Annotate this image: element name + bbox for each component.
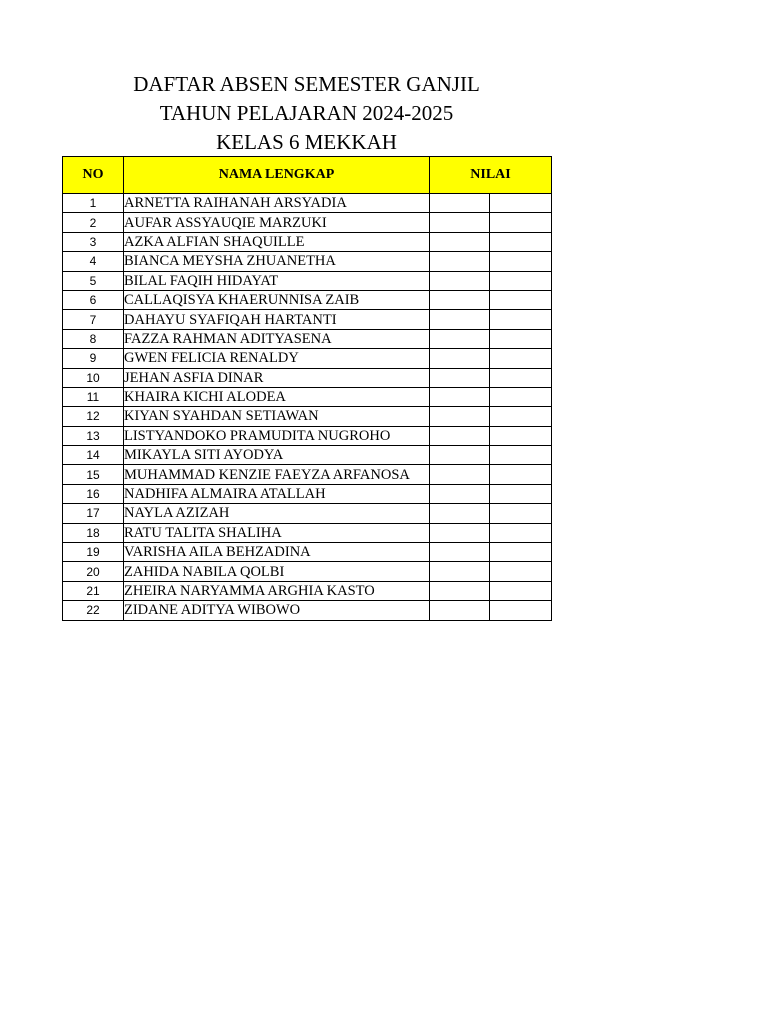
cell-name: KHAIRA KICHI ALODEA	[124, 387, 430, 406]
cell-score-1	[430, 465, 490, 484]
header-no: NO	[63, 157, 124, 194]
cell-no: 3	[63, 232, 124, 251]
cell-no: 5	[63, 271, 124, 290]
cell-score-2	[490, 252, 552, 271]
table-row	[63, 329, 552, 348]
table-row	[63, 407, 552, 426]
cell-name: BILAL FAQIH HIDAYAT	[124, 271, 430, 290]
cell-no: 15	[63, 465, 124, 484]
cell-no: 1	[63, 194, 124, 213]
cell-score-1	[430, 523, 490, 542]
table-row	[63, 523, 552, 542]
table-row	[63, 543, 552, 562]
cell-name: VARISHA AILA BEHZADINA	[124, 543, 430, 562]
cell-score-2	[490, 329, 552, 348]
cell-score-2	[490, 194, 552, 213]
document-title	[62, 70, 551, 157]
cell-score-1	[430, 601, 490, 620]
table-row	[63, 465, 552, 484]
title-line-3: KELAS 6 MEKKAH	[216, 130, 397, 154]
cell-score-2	[490, 601, 552, 620]
cell-no: 4	[63, 252, 124, 271]
cell-score-1	[430, 290, 490, 309]
table-row	[63, 387, 552, 406]
cell-score-2	[490, 271, 552, 290]
cell-name: ARNETTA RAIHANAH ARSYADIA	[124, 194, 430, 213]
cell-no: 9	[63, 349, 124, 368]
cell-score-1	[430, 446, 490, 465]
cell-score-1	[430, 543, 490, 562]
cell-score-1	[430, 329, 490, 348]
cell-score-1	[430, 407, 490, 426]
cell-score-2	[490, 368, 552, 387]
cell-name: JEHAN ASFIA DINAR	[124, 368, 430, 387]
table-row	[63, 446, 552, 465]
cell-no: 6	[63, 290, 124, 309]
table-row	[63, 601, 552, 620]
title-line-2: TAHUN PELAJARAN 2024-2025	[159, 101, 454, 125]
table-header-row	[63, 157, 552, 194]
cell-score-2	[490, 446, 552, 465]
cell-name: AZKA ALFIAN SHAQUILLE	[124, 232, 430, 251]
table-row	[63, 504, 552, 523]
cell-score-2	[490, 581, 552, 600]
cell-name: KIYAN SYAHDAN SETIAWAN	[124, 407, 430, 426]
cell-no: 8	[63, 329, 124, 348]
table-row	[63, 581, 552, 600]
cell-no: 13	[63, 426, 124, 445]
table-row	[63, 349, 552, 368]
cell-score-1	[430, 484, 490, 503]
cell-name: ZHEIRA NARYAMMA ARGHIA KASTO	[124, 581, 430, 600]
cell-score-2	[490, 484, 552, 503]
cell-score-2	[490, 387, 552, 406]
cell-name: FAZZA RAHMAN ADITYASENA	[124, 329, 430, 348]
cell-score-1	[430, 368, 490, 387]
cell-no: 18	[63, 523, 124, 542]
cell-score-1	[430, 194, 490, 213]
cell-name: LISTYANDOKO PRAMUDITA NUGROHO	[124, 426, 430, 445]
cell-score-2	[490, 543, 552, 562]
table-row	[63, 232, 552, 251]
cell-no: 11	[63, 387, 124, 406]
header-name: NAMA LENGKAP	[124, 157, 430, 194]
cell-no: 10	[63, 368, 124, 387]
table-row	[63, 290, 552, 309]
cell-name: BIANCA MEYSHA ZHUANETHA	[124, 252, 430, 271]
cell-score-1	[430, 426, 490, 445]
cell-score-1	[430, 213, 490, 232]
cell-name: ZIDANE ADITYA WIBOWO	[124, 601, 430, 620]
table-row	[63, 194, 552, 213]
cell-no: 20	[63, 562, 124, 581]
table-row	[63, 213, 552, 232]
cell-score-2	[490, 465, 552, 484]
cell-score-1	[430, 504, 490, 523]
cell-score-2	[490, 426, 552, 445]
cell-name: AUFAR ASSYAUQIE MARZUKI	[124, 213, 430, 232]
cell-name: RATU TALITA SHALIHA	[124, 523, 430, 542]
table-row	[63, 271, 552, 290]
cell-name: ZAHIDA NABILA QOLBI	[124, 562, 430, 581]
cell-score-2	[490, 290, 552, 309]
cell-no: 2	[63, 213, 124, 232]
cell-score-1	[430, 232, 490, 251]
cell-no: 22	[63, 601, 124, 620]
cell-no: 12	[63, 407, 124, 426]
cell-score-2	[490, 523, 552, 542]
cell-name: MIKAYLA SITI AYODYA	[124, 446, 430, 465]
cell-score-1	[430, 310, 490, 329]
cell-name: DAHAYU SYAFIQAH HARTANTI	[124, 310, 430, 329]
table-row	[63, 426, 552, 445]
cell-score-1	[430, 271, 490, 290]
cell-score-1	[430, 349, 490, 368]
cell-name: NAYLA AZIZAH	[124, 504, 430, 523]
cell-name: NADHIFA ALMAIRA ATALLAH	[124, 484, 430, 503]
table-body	[63, 194, 552, 621]
cell-score-1	[430, 581, 490, 600]
cell-score-1	[430, 252, 490, 271]
cell-no: 16	[63, 484, 124, 503]
cell-no: 7	[63, 310, 124, 329]
table-row	[63, 484, 552, 503]
header-score: NILAI	[430, 157, 552, 194]
table-row	[63, 252, 552, 271]
cell-score-2	[490, 232, 552, 251]
attendance-table	[62, 156, 552, 621]
title-line-1: DAFTAR ABSEN SEMESTER GANJIL	[133, 72, 480, 96]
cell-score-2	[490, 407, 552, 426]
table-row	[63, 562, 552, 581]
cell-score-2	[490, 349, 552, 368]
cell-score-2	[490, 562, 552, 581]
table-row	[63, 368, 552, 387]
table-row	[63, 310, 552, 329]
cell-score-2	[490, 310, 552, 329]
cell-no: 17	[63, 504, 124, 523]
cell-score-1	[430, 387, 490, 406]
cell-name: GWEN FELICIA RENALDY	[124, 349, 430, 368]
cell-score-2	[490, 213, 552, 232]
cell-no: 14	[63, 446, 124, 465]
cell-no: 21	[63, 581, 124, 600]
cell-score-1	[430, 562, 490, 581]
cell-name: MUHAMMAD KENZIE FAEYZA ARFANOSA	[124, 465, 430, 484]
cell-score-2	[490, 504, 552, 523]
cell-no: 19	[63, 543, 124, 562]
cell-name: CALLAQISYA KHAERUNNISA ZAIB	[124, 290, 430, 309]
